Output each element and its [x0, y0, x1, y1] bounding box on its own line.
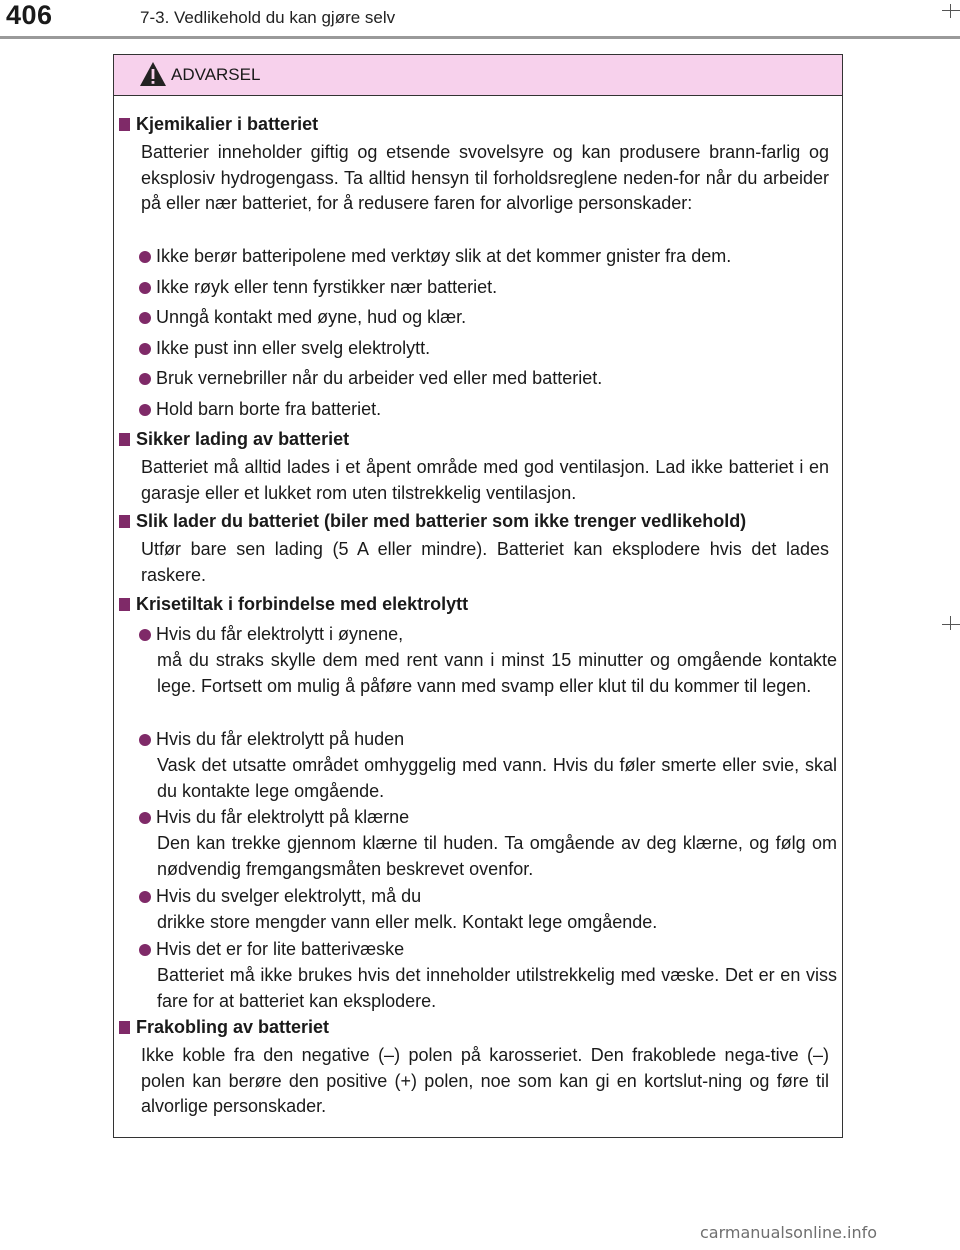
crop-mark [950, 4, 951, 18]
list-item-text: Vask det utsatte området omhyggelig med vann. Hvis du føler smerte eller svie, skal du kontakte lege omgående. [157, 755, 837, 801]
round-bullet-icon [139, 629, 151, 641]
list-item-text: drikke store mengder vann eller melk. Kontakt lege omgående. [157, 912, 658, 932]
list-item: Unngå kontakt med øyne, hud og klær. [139, 305, 466, 331]
list-item: Hold barn borte fra batteriet. [139, 397, 381, 423]
list-item-text: Den kan trekke gjennom klærne til huden. Ta omgående av deg klærne, og følg om nødvendig fremgangsmåten beskrevet ovenfor. [157, 833, 837, 879]
round-bullet-icon [139, 343, 151, 355]
section-heading: Krisetiltak i forbindelse med elektrolytt [119, 594, 468, 615]
round-bullet-icon [139, 944, 151, 956]
round-bullet-icon [139, 404, 151, 416]
square-bullet-icon [119, 515, 130, 528]
list-item-lead: Hvis du svelger elektrolytt, må du [139, 884, 421, 910]
page-number: 406 [6, 0, 53, 30]
round-bullet-icon [139, 373, 151, 385]
crop-mark [942, 624, 960, 625]
warning-triangle-icon [139, 61, 167, 87]
section-heading: Kjemikalier i batteriet [119, 114, 318, 135]
crop-mark [950, 616, 951, 630]
list-item-text: Batteriet må ikke brukes hvis det inneholder utilstrekkelig med væske. Det er en viss fare for at batteriet kan eksplodere. [157, 965, 837, 1011]
crop-mark [942, 10, 960, 11]
warning-title: ADVARSEL [171, 65, 261, 84]
round-bullet-icon [139, 251, 151, 263]
list-item-lead: Hvis du får elektrolytt på klærne [139, 805, 409, 831]
warning-box [113, 54, 843, 1138]
list-item-text: må du straks skylle dem med rent vann i minst 15 minutter og omgående kontakte lege. Fortsett om mulig å påføre vann med svamp eller klut til du kommer til legen. [157, 650, 837, 696]
paragraph: Batterier inneholder giftig og etsende svovelsyre og kan produsere brann-farlig og eksplosiv hydrogengass. Ta alltid hensyn til forholdsreglene neden-for når du arbeider på eller nær batteriet, for å redusere faren for alvorlige personskader: [141, 142, 829, 213]
round-bullet-icon [139, 282, 151, 294]
round-bullet-icon [139, 734, 151, 746]
square-bullet-icon [119, 598, 130, 611]
square-bullet-icon [119, 1021, 130, 1034]
round-bullet-icon [139, 312, 151, 324]
warning-header [114, 55, 842, 96]
section-heading: Slik lader du batteriet (biler med batterier som ikke trenger vedlikehold) [119, 511, 746, 532]
list-item: Ikke pust inn eller svelg elektrolytt. [139, 336, 430, 362]
square-bullet-icon [119, 118, 130, 131]
round-bullet-icon [139, 891, 151, 903]
paragraph: Batteriet må alltid lades i et åpent område med god ventilasjon. Lad ikke batteriet i en garasje eller et lukket rom uten tilstrekkelig ventilasjon. [141, 457, 829, 503]
paragraph: Ikke koble fra den negative (–) polen på karosseriet. Den frakoblede nega-tive (–) polen kan berøre den positive (+) polen, noe som kan gi en kortslut-ning og føre til alvorlige personskader. [141, 1045, 829, 1116]
paragraph: Utfør bare sen lading (5 A eller mindre). Batteriet kan eksplodere hvis det lades raskere. [141, 539, 829, 585]
square-bullet-icon [119, 433, 130, 446]
list-item: Ikke berør batteripolene med verktøy slik at det kommer gnister fra dem. [139, 244, 731, 270]
list-item-lead: Hvis du får elektrolytt i øynene, [139, 622, 403, 648]
section-heading: Sikker lading av batteriet [119, 429, 349, 450]
list-item-lead: Hvis det er for lite batterivæske [139, 937, 404, 963]
list-item: Ikke røyk eller tenn fyrstikker nær batteriet. [139, 275, 497, 301]
list-item-lead: Hvis du får elektrolytt på huden [139, 727, 404, 753]
section-heading: Frakobling av batteriet [119, 1017, 329, 1038]
round-bullet-icon [139, 812, 151, 824]
section-title: 7-3. Vedlikehold du kan gjøre selv [140, 8, 396, 27]
header-rule [0, 36, 960, 39]
list-item: Bruk vernebriller når du arbeider ved eller med batteriet. [139, 366, 602, 392]
watermark: carmanualsonline.info [700, 1223, 878, 1242]
